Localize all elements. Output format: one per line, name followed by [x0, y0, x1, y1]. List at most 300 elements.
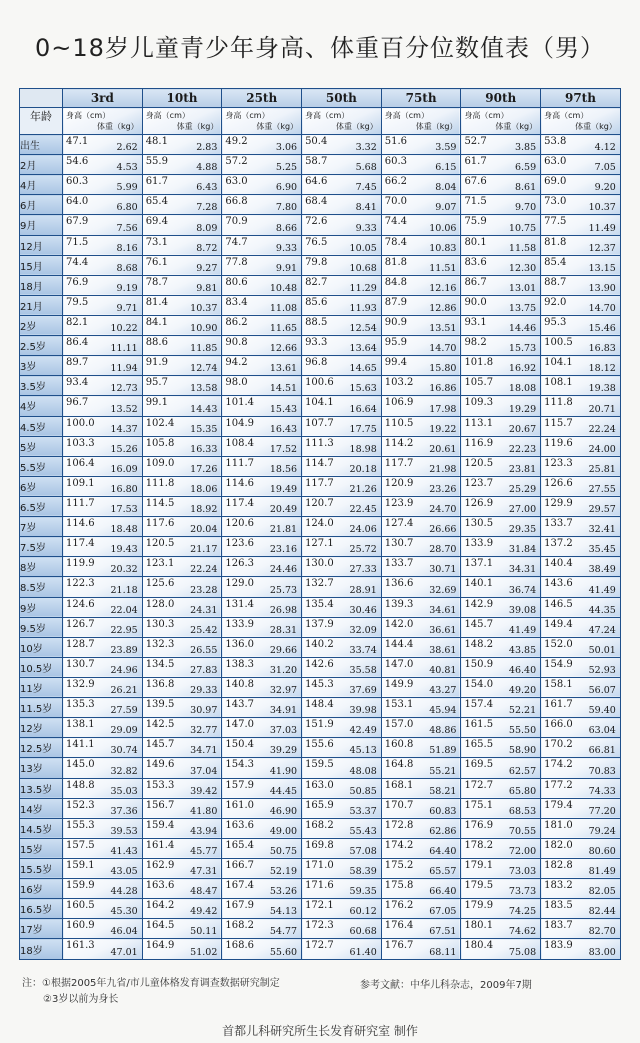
weight-value: 10.37	[588, 202, 616, 214]
value-cell	[461, 195, 541, 215]
value-cell	[222, 879, 302, 899]
weight-value: 12.30	[508, 262, 537, 274]
age-cell: 2.5岁	[20, 336, 63, 356]
growth-percentile-table	[19, 88, 621, 960]
value-cell	[142, 275, 222, 295]
height-value: 148.2	[464, 638, 494, 650]
weight-value: 10.48	[269, 282, 298, 294]
height-value: 77.8	[225, 256, 248, 268]
weight-unit-label: 体重（kg）	[96, 122, 139, 131]
value-cell	[302, 778, 382, 798]
value-cell	[63, 517, 143, 537]
value-cell	[302, 858, 382, 878]
value-cell	[541, 496, 621, 516]
height-value: 69.4	[145, 216, 168, 228]
value-cell	[381, 637, 461, 657]
height-value: 172.7	[305, 940, 334, 952]
height-value: 126.3	[225, 558, 255, 570]
value-cell	[142, 315, 222, 335]
value-cell	[541, 537, 621, 557]
value-cell	[142, 496, 222, 516]
weight-value: 63.04	[588, 725, 616, 737]
height-value: 90.9	[384, 316, 408, 328]
table-row	[20, 175, 621, 195]
weight-value: 82.05	[588, 886, 616, 898]
height-value: 142.0	[384, 618, 414, 630]
weight-value: 21.18	[110, 584, 138, 596]
value-cell	[541, 195, 621, 215]
weight-value: 27.55	[588, 483, 616, 495]
height-value: 60.3	[384, 156, 408, 168]
value-cell	[142, 718, 222, 738]
value-cell	[541, 557, 621, 577]
weight-value: 13.01	[508, 282, 537, 294]
height-value: 132.3	[145, 638, 175, 650]
weight-value: 9.33	[355, 222, 377, 234]
weight-value: 20.32	[110, 564, 138, 576]
height-value: 86.7	[464, 276, 487, 288]
height-value: 70.9	[225, 216, 248, 228]
height-value: 54.6	[66, 156, 89, 168]
weight-value: 73.03	[508, 866, 537, 878]
weight-value: 16.86	[429, 383, 457, 395]
age-cell: 18岁	[20, 939, 63, 960]
table-row	[20, 597, 621, 617]
table-row	[20, 456, 621, 476]
value-cell	[222, 416, 302, 436]
weight-value: 3.32	[355, 142, 377, 154]
value-cell	[142, 738, 222, 758]
height-value: 81.8	[544, 236, 567, 248]
age-cell: 3岁	[20, 356, 63, 376]
weight-value: 43.27	[429, 685, 457, 697]
height-value: 138.1	[66, 719, 95, 731]
value-cell	[541, 416, 621, 436]
value-cell	[222, 637, 302, 657]
age-cell: 12.5岁	[20, 738, 63, 758]
value-cell	[222, 215, 302, 235]
value-cell	[461, 637, 541, 657]
height-value: 140.4	[544, 558, 573, 570]
height-value: 114.6	[66, 518, 95, 530]
height-value: 180.1	[464, 920, 494, 932]
weight-value: 6.90	[275, 182, 298, 194]
value-cell	[142, 597, 222, 617]
height-value: 83.6	[464, 256, 487, 268]
value-cell	[302, 436, 382, 456]
height-value: 55.9	[145, 156, 168, 168]
value-cell	[461, 758, 541, 778]
value-cell	[222, 939, 302, 960]
weight-value: 67.51	[429, 926, 457, 938]
height-value: 109.0	[145, 457, 175, 469]
value-cell	[541, 456, 621, 476]
weight-value: 70.83	[588, 765, 616, 777]
value-cell	[461, 315, 541, 335]
height-value: 78.4	[384, 236, 408, 248]
weight-value: 74.33	[588, 785, 616, 797]
height-value: 117.7	[384, 457, 414, 469]
height-value: 86.4	[66, 337, 89, 349]
value-cell	[381, 376, 461, 396]
height-value: 88.7	[544, 276, 567, 288]
value-cell	[541, 617, 621, 637]
value-cell	[541, 175, 621, 195]
table-row	[20, 939, 621, 960]
percentile-header: 25th	[222, 89, 302, 108]
height-value: 109.1	[66, 477, 95, 489]
value-cell	[461, 778, 541, 798]
value-cell	[381, 295, 461, 315]
weight-value: 8.66	[275, 222, 298, 234]
height-value: 183.9	[544, 940, 573, 952]
percentile-header: 75th	[381, 89, 461, 108]
value-cell	[142, 858, 222, 878]
age-cell: 8.5岁	[20, 577, 63, 597]
table-row	[20, 396, 621, 416]
height-value: 165.9	[305, 799, 334, 811]
value-cell	[461, 396, 541, 416]
weight-value: 18.12	[588, 363, 616, 375]
value-cell	[142, 436, 222, 456]
age-cell: 11岁	[20, 677, 63, 697]
value-cell	[142, 235, 222, 255]
value-cell	[461, 295, 541, 315]
value-cell	[541, 476, 621, 496]
value-cell	[142, 758, 222, 778]
value-cell	[461, 597, 541, 617]
height-value: 100.0	[66, 417, 95, 429]
weight-value: 72.00	[508, 845, 537, 857]
weight-value: 20.49	[269, 504, 298, 516]
height-value: 183.5	[544, 900, 573, 912]
weight-value: 50.01	[588, 644, 616, 656]
height-value: 174.2	[544, 759, 573, 771]
value-cell	[142, 939, 222, 960]
height-value: 136.6	[384, 578, 414, 590]
height-value: 79.8	[305, 256, 328, 268]
value-cell	[142, 456, 222, 476]
weight-value: 65.80	[508, 785, 537, 797]
height-value: 61.7	[464, 156, 487, 168]
age-cell: 17岁	[20, 919, 63, 939]
weight-value: 21.81	[269, 524, 298, 536]
value-cell	[142, 838, 222, 858]
value-cell	[63, 677, 143, 697]
table-body	[20, 135, 621, 960]
value-cell	[381, 718, 461, 738]
value-cell	[461, 496, 541, 516]
table-row	[20, 758, 621, 778]
weight-value: 10.37	[190, 302, 218, 314]
weight-value: 13.51	[429, 323, 457, 335]
value-cell	[142, 637, 222, 657]
height-value: 48.1	[145, 136, 168, 147]
weight-value: 2.83	[196, 142, 218, 154]
age-cell: 2岁	[20, 315, 63, 335]
height-value: 110.5	[384, 417, 414, 429]
weight-value: 65.57	[429, 866, 457, 878]
height-value: 171.6	[305, 880, 334, 892]
weight-value: 31.84	[508, 544, 537, 556]
value-cell	[302, 818, 382, 838]
value-cell	[302, 738, 382, 758]
value-cell	[63, 255, 143, 275]
age-cell: 9岁	[20, 597, 63, 617]
age-cell: 8岁	[20, 557, 63, 577]
weight-value: 31.20	[269, 664, 298, 676]
weight-value: 44.45	[269, 785, 298, 797]
value-cell	[461, 939, 541, 960]
table-row	[20, 195, 621, 215]
value-cell	[142, 879, 222, 899]
height-value: 175.2	[384, 859, 414, 871]
age-cell: 13岁	[20, 758, 63, 778]
weight-value: 35.03	[110, 785, 138, 797]
value-cell	[222, 738, 302, 758]
value-cell	[63, 396, 143, 416]
weight-value: 11.58	[508, 242, 537, 254]
weight-value: 7.05	[594, 162, 616, 174]
height-value: 94.2	[225, 357, 248, 369]
value-cell	[63, 738, 143, 758]
weight-value: 57.08	[349, 845, 377, 857]
value-cell	[142, 255, 222, 275]
table-row	[20, 617, 621, 637]
height-value: 164.8	[384, 759, 414, 771]
height-value: 104.1	[544, 357, 573, 369]
value-cell	[222, 597, 302, 617]
value-cell	[381, 476, 461, 496]
table-row	[20, 376, 621, 396]
value-cell	[381, 838, 461, 858]
height-value: 183.7	[544, 920, 573, 932]
weight-value: 6.80	[116, 202, 138, 214]
height-value: 155.3	[66, 819, 95, 831]
height-value: 58.7	[305, 156, 328, 168]
value-cell	[222, 677, 302, 697]
height-value: 168.2	[225, 920, 255, 932]
weight-value: 22.04	[110, 604, 138, 616]
weight-value: 41.90	[269, 765, 298, 777]
table-row	[20, 698, 621, 718]
height-value: 176.9	[464, 819, 494, 831]
weight-value: 13.61	[269, 363, 298, 375]
weight-value: 32.97	[269, 685, 298, 697]
height-value: 183.2	[544, 880, 573, 892]
weight-value: 60.12	[349, 906, 377, 918]
value-cell	[381, 577, 461, 597]
value-cell	[461, 738, 541, 758]
weight-value: 24.31	[190, 604, 218, 616]
height-value: 65.4	[145, 196, 168, 208]
weight-value: 58.90	[508, 745, 537, 757]
height-value: 149.6	[145, 759, 175, 771]
value-cell	[461, 275, 541, 295]
weight-value: 4.12	[594, 142, 616, 154]
table-row	[20, 899, 621, 919]
weight-value: 39.98	[349, 705, 377, 717]
value-cell	[381, 215, 461, 235]
height-value: 164.5	[145, 920, 175, 932]
value-cell	[302, 255, 382, 275]
weight-value: 5.99	[116, 182, 138, 194]
value-cell	[381, 537, 461, 557]
height-value: 93.4	[66, 377, 89, 389]
value-cell	[381, 416, 461, 436]
height-value: 76.1	[145, 256, 168, 268]
table-row	[20, 677, 621, 697]
height-value: 164.2	[145, 900, 175, 912]
value-cell	[381, 315, 461, 335]
weight-value: 49.20	[508, 685, 537, 697]
height-value: 168.1	[384, 779, 414, 791]
weight-value: 34.71	[190, 745, 218, 757]
weight-value: 25.42	[190, 624, 218, 636]
weight-value: 58.21	[429, 785, 457, 797]
table-row	[20, 919, 621, 939]
table-row	[20, 135, 621, 155]
weight-value: 14.65	[349, 363, 377, 375]
weight-value: 24.06	[349, 524, 377, 536]
weight-value: 24.70	[429, 504, 457, 516]
height-value: 145.7	[145, 739, 175, 751]
weight-value: 41.43	[110, 845, 138, 857]
height-value: 98.2	[464, 337, 487, 349]
value-cell	[302, 637, 382, 657]
height-value: 145.3	[305, 678, 334, 690]
value-cell	[302, 718, 382, 738]
height-value: 161.7	[544, 699, 573, 711]
height-value: 50.4	[305, 136, 328, 147]
weight-value: 81.49	[588, 866, 616, 878]
percentile-header-row	[20, 89, 621, 108]
value-cell	[302, 336, 382, 356]
value-cell	[142, 135, 222, 155]
value-cell	[302, 677, 382, 697]
height-value: 142.9	[464, 598, 494, 610]
weight-value: 2.62	[116, 142, 138, 154]
value-cell	[541, 637, 621, 657]
height-value: 123.7	[464, 477, 494, 489]
value-cell	[381, 356, 461, 376]
weight-value: 14.70	[429, 343, 457, 355]
value-cell	[222, 195, 302, 215]
value-cell	[222, 537, 302, 557]
height-value: 90.8	[225, 337, 248, 349]
weight-value: 66.40	[429, 886, 457, 898]
height-value: 76.9	[66, 276, 89, 288]
weight-value: 44.35	[588, 604, 616, 616]
weight-value: 30.74	[110, 745, 138, 757]
weight-value: 23.16	[269, 544, 298, 556]
value-cell	[222, 577, 302, 597]
value-cell	[381, 456, 461, 476]
weight-value: 36.74	[508, 584, 537, 596]
value-cell	[302, 235, 382, 255]
height-value: 178.2	[464, 839, 494, 851]
value-cell	[63, 496, 143, 516]
weight-value: 7.80	[275, 202, 298, 214]
weight-value: 54.13	[269, 906, 298, 918]
table-row	[20, 416, 621, 436]
weight-value: 33.74	[349, 644, 377, 656]
height-value: 129.0	[225, 578, 255, 590]
height-value: 63.0	[225, 176, 248, 188]
weight-value: 51.89	[429, 745, 457, 757]
weight-value: 39.42	[190, 785, 218, 797]
weight-value: 13.15	[588, 262, 616, 274]
height-value: 143.7	[225, 699, 255, 711]
value-cell	[541, 718, 621, 738]
height-value: 116.9	[464, 437, 494, 449]
value-cell	[142, 175, 222, 195]
value-cell	[302, 879, 382, 899]
weight-value: 18.98	[349, 443, 377, 455]
height-value: 157.9	[225, 779, 255, 791]
weight-value: 20.61	[429, 443, 457, 455]
height-value: 176.7	[384, 940, 414, 952]
height-value: 130.7	[384, 538, 414, 550]
value-cell	[63, 456, 143, 476]
height-unit-label: 身高（cm）	[305, 111, 350, 120]
value-cell	[222, 718, 302, 738]
weight-value: 46.04	[110, 926, 138, 938]
height-value: 137.1	[464, 558, 494, 570]
height-value: 100.6	[305, 377, 334, 389]
weight-value: 70.55	[508, 825, 537, 837]
value-cell	[461, 818, 541, 838]
weight-value: 50.11	[190, 926, 218, 938]
weight-value: 11.08	[269, 302, 298, 314]
weight-value: 15.80	[429, 363, 457, 375]
value-cell	[63, 838, 143, 858]
height-value: 72.6	[305, 216, 328, 228]
age-cell: 9月	[20, 215, 63, 235]
weight-value: 39.29	[269, 745, 298, 757]
height-value: 125.6	[145, 578, 175, 590]
height-value: 104.1	[305, 397, 334, 409]
value-cell	[63, 195, 143, 215]
table-row	[20, 818, 621, 838]
age-cell: 10.5岁	[20, 657, 63, 677]
height-value: 140.1	[464, 578, 494, 590]
height-value: 139.3	[384, 598, 414, 610]
height-value: 137.9	[305, 618, 334, 630]
age-cell: 9.5岁	[20, 617, 63, 637]
weight-value: 26.66	[429, 524, 457, 536]
age-cell: 16岁	[20, 879, 63, 899]
height-value: 135.4	[305, 598, 334, 610]
value-cell	[541, 758, 621, 778]
value-cell	[63, 416, 143, 436]
value-cell	[541, 657, 621, 677]
weight-value: 39.08	[508, 604, 537, 616]
value-cell	[222, 858, 302, 878]
weight-value: 53.26	[269, 886, 298, 898]
value-cell	[461, 175, 541, 195]
value-cell	[541, 396, 621, 416]
weight-value: 17.52	[269, 443, 298, 455]
weight-value: 64.40	[429, 845, 457, 857]
weight-value: 55.60	[269, 947, 298, 958]
height-value: 140.2	[305, 638, 334, 650]
value-cell	[63, 175, 143, 195]
value-cell	[541, 155, 621, 175]
weight-value: 34.61	[429, 604, 457, 616]
height-value: 174.2	[384, 839, 414, 851]
value-cell	[461, 617, 541, 637]
